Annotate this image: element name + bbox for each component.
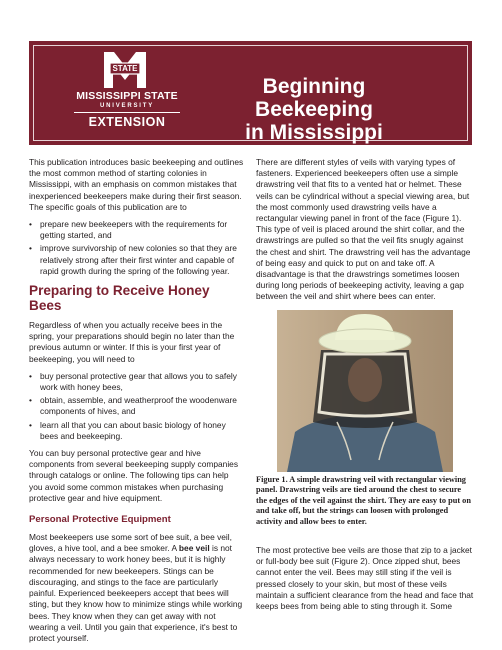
logo-university-word: UNIVERSITY: [99, 103, 154, 109]
ppe-text-a: Most beekeepers use some sort of bee suit, a bee veil, gloves, a hive tool, and a bee smoker. A: [29, 532, 232, 554]
goals-list: [29, 219, 244, 277]
logo-university-name: MISSISSIPPI STATE: [76, 90, 178, 102]
title-line-1: Beginning Beekeeping: [255, 75, 373, 121]
goal-item: • improve survivorship of new colonies so that they are relatively strong after their first winter and capable of rapid growth during the spring of the following year.: [29, 243, 244, 277]
bee-veil-term: bee veil: [178, 543, 210, 554]
veil-photo-illustration: [277, 310, 453, 472]
right-column: [256, 157, 474, 303]
figure-1-photo: [277, 310, 453, 472]
need-item: • buy personal protective gear that allows you to safely work with honey bees,: [29, 371, 244, 393]
ppe-text-b: is not always necessary to work honey bees, but it is highly recommended for new beekeepers. Stings can be discouraging, and stings to the face are particularly painful. Experienced beekeepers accept that bees will sting, but they know how to minimize stings while working bees. They know when they can get away with not wearing a veil. Until you gain that experience, it's best to protect yourself.: [29, 543, 243, 643]
supplies-paragraph: You can buy personal protective gear and hive components from several beekeeping supply companies through catalogs or online. The following tips can help you avoid some common mistakes when purchasing protective gear and hive equipment.: [29, 448, 239, 503]
protective-equipment-paragraph: [29, 532, 244, 644]
subsection-heading: Personal Protective Equipment: [29, 514, 171, 526]
needs-list: [29, 371, 244, 442]
left-column: [29, 157, 244, 650]
need-item: • learn all that you can about basic biology of honey bees and beekeeping.: [29, 420, 244, 442]
logo-state-text: STATE: [112, 64, 138, 73]
header-banner: [29, 41, 472, 145]
intro-paragraph: This publication introduces basic beekeeping and outlines the most common method of starting colonies in Mississippi, with an emphasis on common mistakes that inexperienced beekeepers make during their first season. The specific goals of this publication are to: [29, 157, 244, 212]
need-item: • obtain, assemble, and weatherproof the woodenware components of hives, and: [29, 395, 244, 417]
figure-1-caption: Figure 1. A simple drawstring veil with rectangular viewing panel. Drawstring veils are tied around the chest to secure the edges of the veil against the shirt. They are easy to put on and take off, but the strings can loosen with prolonged activity and allow bees to enter.: [256, 475, 471, 526]
logo-divider: [74, 112, 180, 113]
title-line-2: in Mississippi: [245, 121, 383, 144]
preparation-paragraph: Regardless of when you actually receive bees in the spring, your preparations should begin no later than the previous autumn or winter. If this is your first year of beekeeping, you will need to: [29, 320, 235, 364]
zip-veil-paragraph: The most protective bee veils are those that zip to a jacket or full-body bee suit (Figure 2). Once zipped shut, bees cannot enter the veil. Bees may still sting if the veil is pressed closely to your skin, but most of these veils maintain a sufficient clearance from the head and face that keeps bees from being able to sting through it. Some: [256, 545, 474, 612]
section-heading: Preparing to Receive Honey Bees: [29, 283, 210, 314]
goal-item: • prepare new beekeepers with the requirements for getting started, and: [29, 219, 244, 241]
veil-styles-paragraph: There are different styles of veils with varying types of fasteners. Experienced beekeepers often use a simple drawstring veil that fits to a vented hat or helmet. These veils can be cylindrical without a special viewing area, but the most commonly used drawstring veils have a rectangular viewing panel in front of the face (Figure 1). This type of veil is placed around the shirt collar, and the drawstrings are pulled so that the veil fits snugly against the chest and shirt. The drawstring veil has the advantage of being easy and quick to put on and take off. A disadvantage is that the drawstrings sometimes loosen during long periods of beekeeping activity, leaving a gap between the veil and shirt where bees can enter.: [256, 157, 471, 302]
logo-extension: EXTENSION: [88, 115, 166, 129]
document-title: [204, 75, 424, 144]
